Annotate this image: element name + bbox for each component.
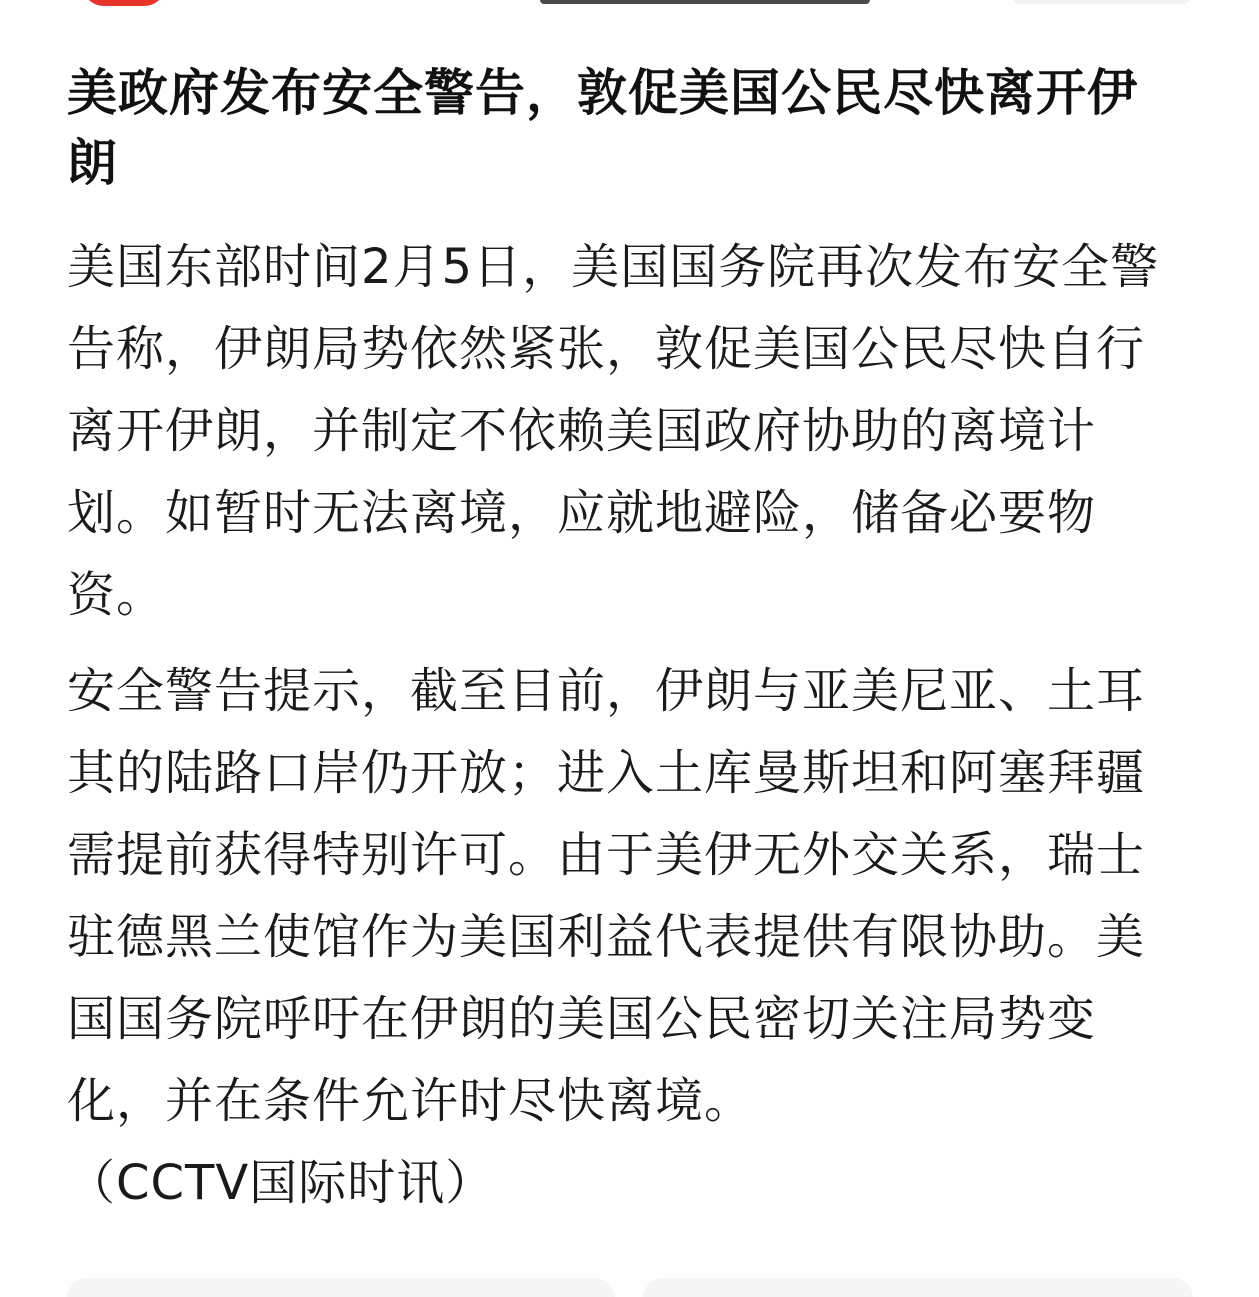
article-paragraph-2-text: 安全警告提示，截至目前，伊朗与亚美尼亚、土耳其的陆路口岸仍开放；进入土库曼斯坦和阿塞拜疆需提前获得特别许可。由于美伊无外交关系，瑞士驻德黑兰使馆作为美国利益代表提供有限协助。美国国务院呼吁在伊朗的美国公民密切关注局势变化，并在条件允许时尽快离境。 bbox=[67, 663, 1146, 1129]
article-paragraph-2 bbox=[67, 650, 1177, 1224]
article-source: （CCTV国际时讯） bbox=[67, 1155, 495, 1211]
header-title-cutoff bbox=[540, 0, 870, 4]
related-card-right[interactable] bbox=[643, 1278, 1193, 1297]
header-action-button[interactable] bbox=[1012, 0, 1192, 4]
article-headline: 美政府发布安全警告，敦促美国公民尽快离开伊朗 bbox=[67, 64, 1138, 192]
related-card-left[interactable] bbox=[67, 1278, 615, 1297]
top-header-strip bbox=[0, 0, 1259, 14]
article-body bbox=[67, 58, 1177, 1224]
article-paragraph-1: 美国东部时间2月5日，美国国务院再次发布安全警告称，伊朗局势依然紧张，敦促美国公民尽快自行离开伊朗，并制定不依赖美国政府协助的离境计划。如暂时无法离境，应就地避险，储备必要物资。 bbox=[67, 239, 1160, 623]
app-logo-icon[interactable] bbox=[82, 0, 166, 6]
